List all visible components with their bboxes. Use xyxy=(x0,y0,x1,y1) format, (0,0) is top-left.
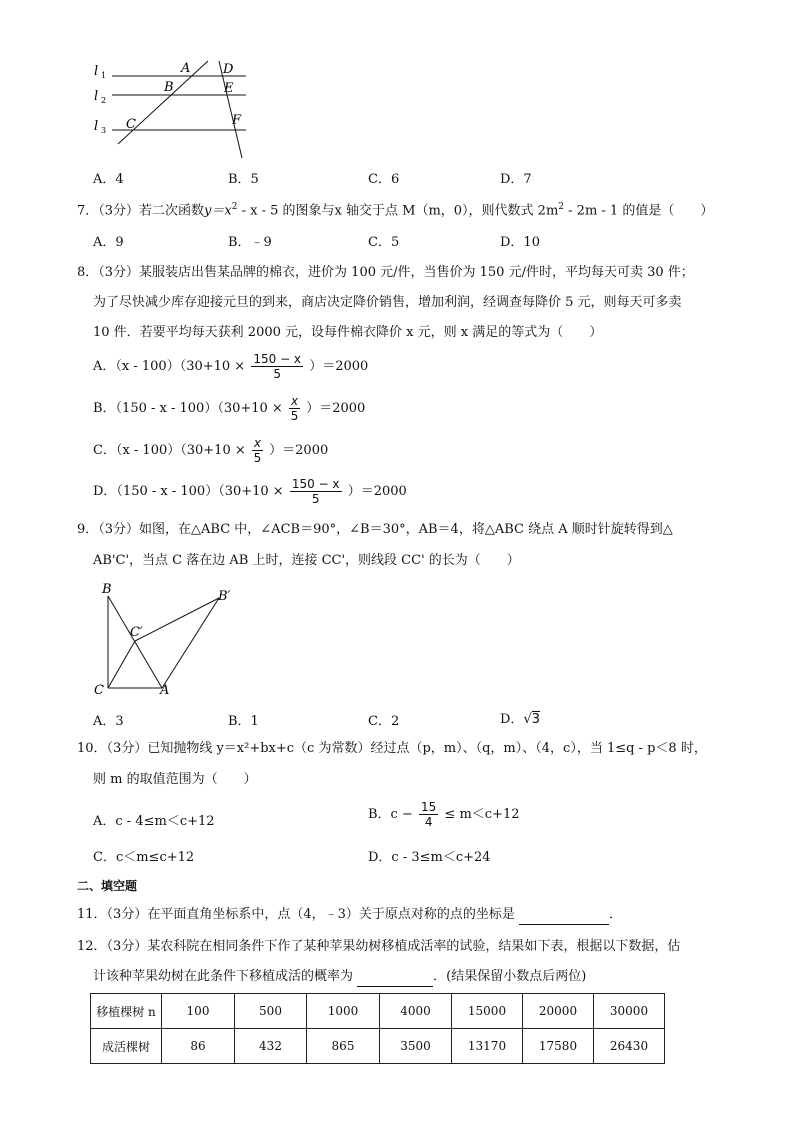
q7-option-d: D．10 xyxy=(500,235,540,250)
question-10-line-1: 10．（3分）已知抛物线 y＝x²+bx+c（c 为常数）经过点（p，m）、（q，m）、（4，c），当 1≤q - p＜8 时， xyxy=(77,741,707,756)
label-D: D xyxy=(223,62,234,77)
rotation-triangle-figure xyxy=(88,578,248,698)
q6-option-c: C．6 xyxy=(368,172,400,187)
q10-option-d: D．c - 3≤m＜c+24 xyxy=(368,850,491,865)
q10-b-post: ≤ m＜c+12 xyxy=(444,807,520,822)
question-7-stem xyxy=(77,198,713,220)
table-cell: 15000 xyxy=(452,994,523,1029)
q9-d-radicand: 3 xyxy=(531,712,541,727)
q8-a-fraction xyxy=(251,352,303,381)
q8-d-den: 5 xyxy=(311,492,320,506)
fig2-label-B: B xyxy=(102,582,112,597)
q10-b-den: 4 xyxy=(424,815,433,829)
q11-post: ． xyxy=(609,907,623,922)
section-heading-fill-in: 二、填空题 xyxy=(77,879,138,893)
q12-line2-pre: 计该种苹果幼树在此条件下移植成活的概率为 xyxy=(93,969,354,984)
q9-option-d xyxy=(500,708,540,727)
q8-a-den: 5 xyxy=(273,367,282,381)
table-row xyxy=(91,1029,665,1064)
q8-a-num: 150 − x xyxy=(253,352,302,366)
q6-option-a: A．4 xyxy=(93,172,124,187)
q9-option-b: B．1 xyxy=(228,714,259,729)
q7-option-a: A．9 xyxy=(93,235,124,250)
q8-option-a xyxy=(93,352,368,381)
table-cell: 432 xyxy=(235,1029,307,1064)
q10-b-num: 15 xyxy=(421,800,437,814)
question-10-line-2: 则 m 的取值范围为（ ） xyxy=(93,772,257,787)
q7-stem-fn: y＝x xyxy=(204,203,232,219)
q11-answer-blank[interactable] xyxy=(519,906,609,925)
label-l3-sub: 3 xyxy=(101,126,107,135)
q8-b-post: ）＝2000 xyxy=(306,401,366,416)
q9-option-a: A．3 xyxy=(93,714,124,729)
q8-b-fraction xyxy=(289,394,300,423)
fig2-label-A: A xyxy=(160,683,170,698)
q12-answer-blank[interactable] xyxy=(357,968,433,987)
table-cell: 500 xyxy=(235,994,307,1029)
label-C: C xyxy=(126,117,136,132)
table-cell: 100 xyxy=(162,994,235,1029)
table-cell: 865 xyxy=(307,1029,380,1064)
q7-stem-5: - 2m - 1 的值是（ ） xyxy=(564,203,714,219)
question-12-line-2 xyxy=(93,968,586,987)
q8-c-fraction xyxy=(252,436,263,465)
q8-option-c xyxy=(93,436,328,465)
q10-b-pre: B．c − xyxy=(368,807,413,822)
question-8-line-3: 10 件．若要平均每天获利 2000 元，设每件棉衣降价 x 元，则 x 满足的等式为（ ） xyxy=(93,325,603,340)
question-9-line-2: AB'C'，当点 C 落在边 AB 上时，连接 CC'，则线段 CC' 的长为（ ） xyxy=(93,553,520,568)
label-A: A xyxy=(181,61,191,76)
q7-stem-1: 7．（3分）若二次函数 xyxy=(77,203,205,219)
fig2-label-B-prime: B′ xyxy=(218,589,231,604)
q8-c-num: x xyxy=(253,436,262,450)
q8-c-pre: C．（x - 100）（30+10 × xyxy=(93,443,246,458)
q9-option-c: C．2 xyxy=(368,714,400,729)
q8-c-den: 5 xyxy=(253,451,262,465)
table-cell: 20000 xyxy=(523,994,594,1029)
parallel-lines-figure xyxy=(88,58,258,162)
q10-option-b xyxy=(368,800,520,829)
question-8-line-1: 8．（3分）某服装店出售某品牌的棉衣，进价为 100 元/件，当售价为 150 元/件时，平均每天可卖 30 件； xyxy=(77,265,694,280)
table-cell: 1000 xyxy=(307,994,380,1029)
q7-sup-2: 2 xyxy=(558,202,565,212)
q8-d-num: 150 − x xyxy=(291,477,340,491)
question-12-line-1: 12．（3分）某农科院在相同条件下作了某种苹果幼树移植成活率的试验，结果如下表，根据以下数据，估 xyxy=(77,939,681,954)
q7-option-c: C．5 xyxy=(368,235,400,250)
q8-b-den: 5 xyxy=(290,409,299,423)
q7-stem-4: M（m，0），则代数式 2m xyxy=(402,203,559,219)
label-B: B xyxy=(164,80,174,95)
label-F: F xyxy=(232,113,242,128)
table-cell: 86 xyxy=(162,1029,235,1064)
q8-a-post: ）＝2000 xyxy=(309,359,369,374)
label-l3: l xyxy=(94,119,99,134)
table-cell: 17580 xyxy=(523,1029,594,1064)
question-8-line-2: 为了尽快减少库存迎接元旦的到来，商店决定降价销售，增加利润，经调查每降价 5 元，则每天可多卖 xyxy=(93,295,682,310)
q8-a-pre: A．（x - 100）（30+10 × xyxy=(93,359,246,374)
question-11 xyxy=(77,906,622,925)
label-l1-sub: 1 xyxy=(101,71,107,80)
q8-option-d xyxy=(93,477,407,506)
q10-option-a: A．c - 4≤m＜c+12 xyxy=(93,814,215,829)
q7-sup-1: 2 xyxy=(231,202,238,212)
q8-option-b xyxy=(93,394,365,423)
table-cell: 4000 xyxy=(380,994,452,1029)
table-cell: 30000 xyxy=(594,994,665,1029)
fig2-label-C: C xyxy=(94,683,104,698)
q8-d-post: ）＝2000 xyxy=(347,484,407,499)
q8-d-pre: D．（150 - x - 100）（30+10 × xyxy=(93,484,284,499)
table-row xyxy=(91,994,665,1029)
q7-option-b: B．﹣9 xyxy=(228,235,272,250)
q8-d-fraction xyxy=(290,477,342,506)
label-E: E xyxy=(224,81,234,96)
q7-stem-2: - x - 5 的图象与 xyxy=(237,203,335,219)
q8-b-pre: B．（150 - x - 100）（30+10 × xyxy=(93,401,283,416)
question-9-line-1: 9．（3分）如图，在△ABC 中，∠ACB＝90°，∠B＝30°，AB＝4，将△ABC 绕点 A 顺时针旋转得到△ xyxy=(77,522,673,537)
q8-b-num: x xyxy=(290,394,299,408)
q9-d-pre: D． xyxy=(500,712,524,727)
label-l2: l xyxy=(94,89,99,104)
q11-text: 11．（3分）在平面直角坐标系中，点（4，﹣3）关于原点对称的点的坐标是 xyxy=(77,907,515,922)
q6-option-b: B．5 xyxy=(228,172,259,187)
label-l2-sub: 2 xyxy=(101,96,107,105)
transplant-data-table xyxy=(90,993,665,1064)
table-row-header: 成活棵树 xyxy=(91,1029,162,1064)
q10-option-c: C．c＜m≤c+12 xyxy=(93,850,195,865)
table-cell: 26430 xyxy=(594,1029,665,1064)
table-row-header: 移植棵树 n xyxy=(91,994,162,1029)
fig2-label-C-prime: C′ xyxy=(130,625,143,640)
q6-option-d: D．7 xyxy=(500,172,532,187)
sqrt-icon: √ xyxy=(523,712,532,727)
q10-b-fraction xyxy=(419,800,438,829)
table-cell: 3500 xyxy=(380,1029,452,1064)
q8-c-post: ）＝2000 xyxy=(269,443,329,458)
q12-line2-post: ．(结果保留小数点后两位) xyxy=(433,969,587,984)
table-cell: 13170 xyxy=(452,1029,523,1064)
label-l1: l xyxy=(94,64,99,79)
q7-stem-3: x 轴交于点 xyxy=(334,203,403,219)
